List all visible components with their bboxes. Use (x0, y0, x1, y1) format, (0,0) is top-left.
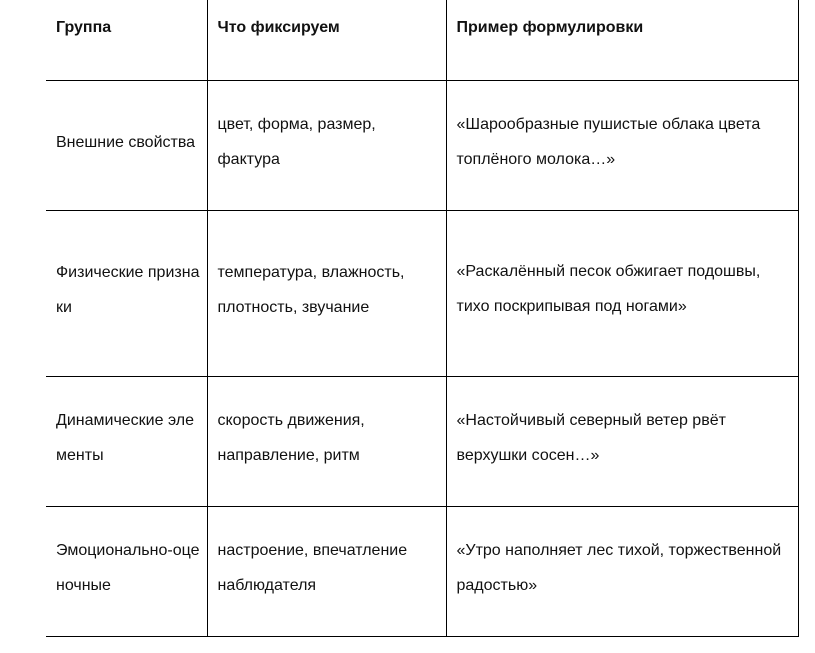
table-row (46, 210, 798, 376)
table-row (46, 376, 798, 506)
cell-what-we-record: температура, влажность, плотность, звучание (207, 210, 446, 376)
table-row (46, 80, 798, 210)
header-group: Группа (46, 0, 207, 80)
cell-example: «Шарообразные пушистые облака цвета топлёного молока…» (446, 80, 798, 210)
cell-what-we-record: цвет, форма, размер, фактура (207, 80, 446, 210)
cell-group: Эмоционально-оценочные (46, 506, 207, 636)
cell-what-we-record: скорость движения, направление, ритм (207, 376, 446, 506)
cell-example: «Настойчивый северный ветер рвёт верхушки сосен…» (446, 376, 798, 506)
header-example-wording: Пример формулировки (446, 0, 798, 80)
header-what-we-record: Что фиксируем (207, 0, 446, 80)
cell-example: «Раскалённый песок обжигает подошвы, тихо поскрипывая под ногами» (446, 210, 798, 376)
cell-group: Динамические элементы (46, 376, 207, 506)
cell-group: Физические признаки (46, 210, 207, 376)
cell-example: «Утро наполняет лес тихой, торжественной радостью» (446, 506, 798, 636)
cell-group: Внешние свойства (46, 80, 207, 210)
description-table (46, 0, 799, 637)
table-row (46, 506, 798, 636)
table-header-row (46, 0, 798, 80)
cell-what-we-record: настроение, впечатление наблюдателя (207, 506, 446, 636)
